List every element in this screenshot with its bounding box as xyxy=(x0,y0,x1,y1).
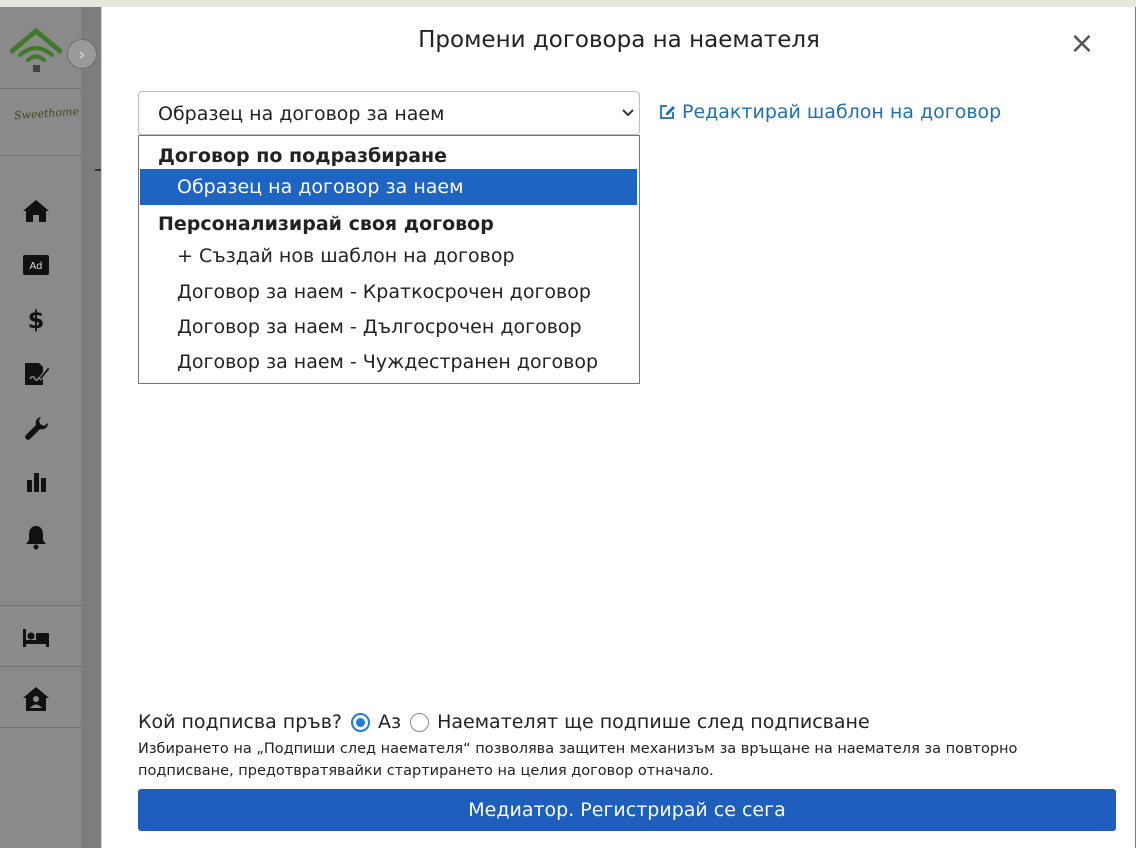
sidebar-divider xyxy=(0,605,81,606)
close-button[interactable] xyxy=(1067,26,1097,61)
contract-template-select[interactable] xyxy=(138,91,640,135)
brand-logo[interactable] xyxy=(10,25,62,77)
sidebar-item-payments[interactable] xyxy=(19,304,53,334)
sidebar-divider xyxy=(0,88,81,89)
sidebar-item-home[interactable] xyxy=(19,196,53,226)
modal-title: Промени договора на наемателя xyxy=(418,27,820,53)
contract-template-dropdown xyxy=(138,135,640,384)
sign-after-note: Избирането на „Подпиши след наемателя“ позволява защитен механизъм за връщане на наемателя за повторно подписване, предотвратявайки стартирането на целия договор отначало. xyxy=(138,741,1018,779)
dropdown-option-create-template[interactable]: + Създай нов шаблон на договор xyxy=(177,245,515,267)
sidebar-divider xyxy=(0,727,81,728)
radio-me[interactable] xyxy=(351,713,370,732)
dollar-icon xyxy=(26,305,46,333)
chevron-down-icon xyxy=(621,106,635,120)
radio-tenant-after[interactable] xyxy=(410,713,429,732)
ad-icon xyxy=(22,254,50,276)
home-icon xyxy=(22,198,50,224)
wrench-icon xyxy=(23,415,49,441)
sidebar xyxy=(0,7,86,848)
sidebar-divider xyxy=(0,666,81,667)
radio-me-label[interactable]: Аз xyxy=(377,711,402,733)
bar-chart-icon xyxy=(24,470,48,494)
wifi-house-logo-icon xyxy=(10,25,62,77)
contract-sign-icon xyxy=(22,361,50,387)
dropdown-option-foreign[interactable]: Договор за наем - Чуждестранен договор xyxy=(177,351,599,373)
sidebar-item-contracts[interactable] xyxy=(19,359,53,389)
ad-icon-text: Ad xyxy=(29,261,43,272)
sidebar-item-rooms[interactable] xyxy=(19,623,53,653)
edit-template-link[interactable] xyxy=(658,101,1001,123)
house-user-icon xyxy=(22,686,50,712)
dropdown-group-default: Договор по подразбиране xyxy=(158,145,448,167)
dropdown-option-sample-contract[interactable]: Образец на договор за наем xyxy=(140,169,637,205)
bed-icon xyxy=(21,627,51,649)
sidebar-item-tenants[interactable] xyxy=(19,684,53,714)
signer-order-row xyxy=(138,711,870,733)
sidebar-collapse-button[interactable] xyxy=(67,39,97,69)
dropdown-group-custom: Персонализирай своя договор xyxy=(158,213,494,235)
sidebar-item-reports[interactable] xyxy=(19,467,53,497)
sidebar-item-notifications[interactable] xyxy=(19,522,53,552)
bell-icon xyxy=(24,524,48,550)
radio-tenant-after-label[interactable]: Наемателят ще подпише след подписване xyxy=(437,711,870,733)
top-strip xyxy=(0,0,1136,7)
chevron-right-icon: › xyxy=(78,44,86,64)
dollar-icon-text: $ xyxy=(27,306,45,333)
contract-template-select-value: Образец на договор за наем xyxy=(158,103,445,125)
sidebar-divider xyxy=(0,155,81,156)
sidebar-item-maintenance[interactable] xyxy=(19,413,53,443)
sidebar-item-ads[interactable] xyxy=(19,250,53,280)
close-icon: × xyxy=(1069,26,1095,61)
edit-icon xyxy=(658,103,676,121)
brand-wordmark: Sweethome xyxy=(13,104,80,123)
signer-question: Кой подписва пръв? xyxy=(138,711,342,733)
dropdown-option-short-term[interactable]: Договор за наем - Краткосрочен договор xyxy=(177,281,591,303)
edit-template-link-label: Редактирай шаблон на договор xyxy=(682,101,1002,123)
register-button[interactable]: Медиатор. Регистрирай се сега xyxy=(138,789,1116,831)
dropdown-option-long-term[interactable]: Договор за наем - Дългосрочен договор xyxy=(177,316,582,338)
change-contract-modal xyxy=(101,7,1135,848)
